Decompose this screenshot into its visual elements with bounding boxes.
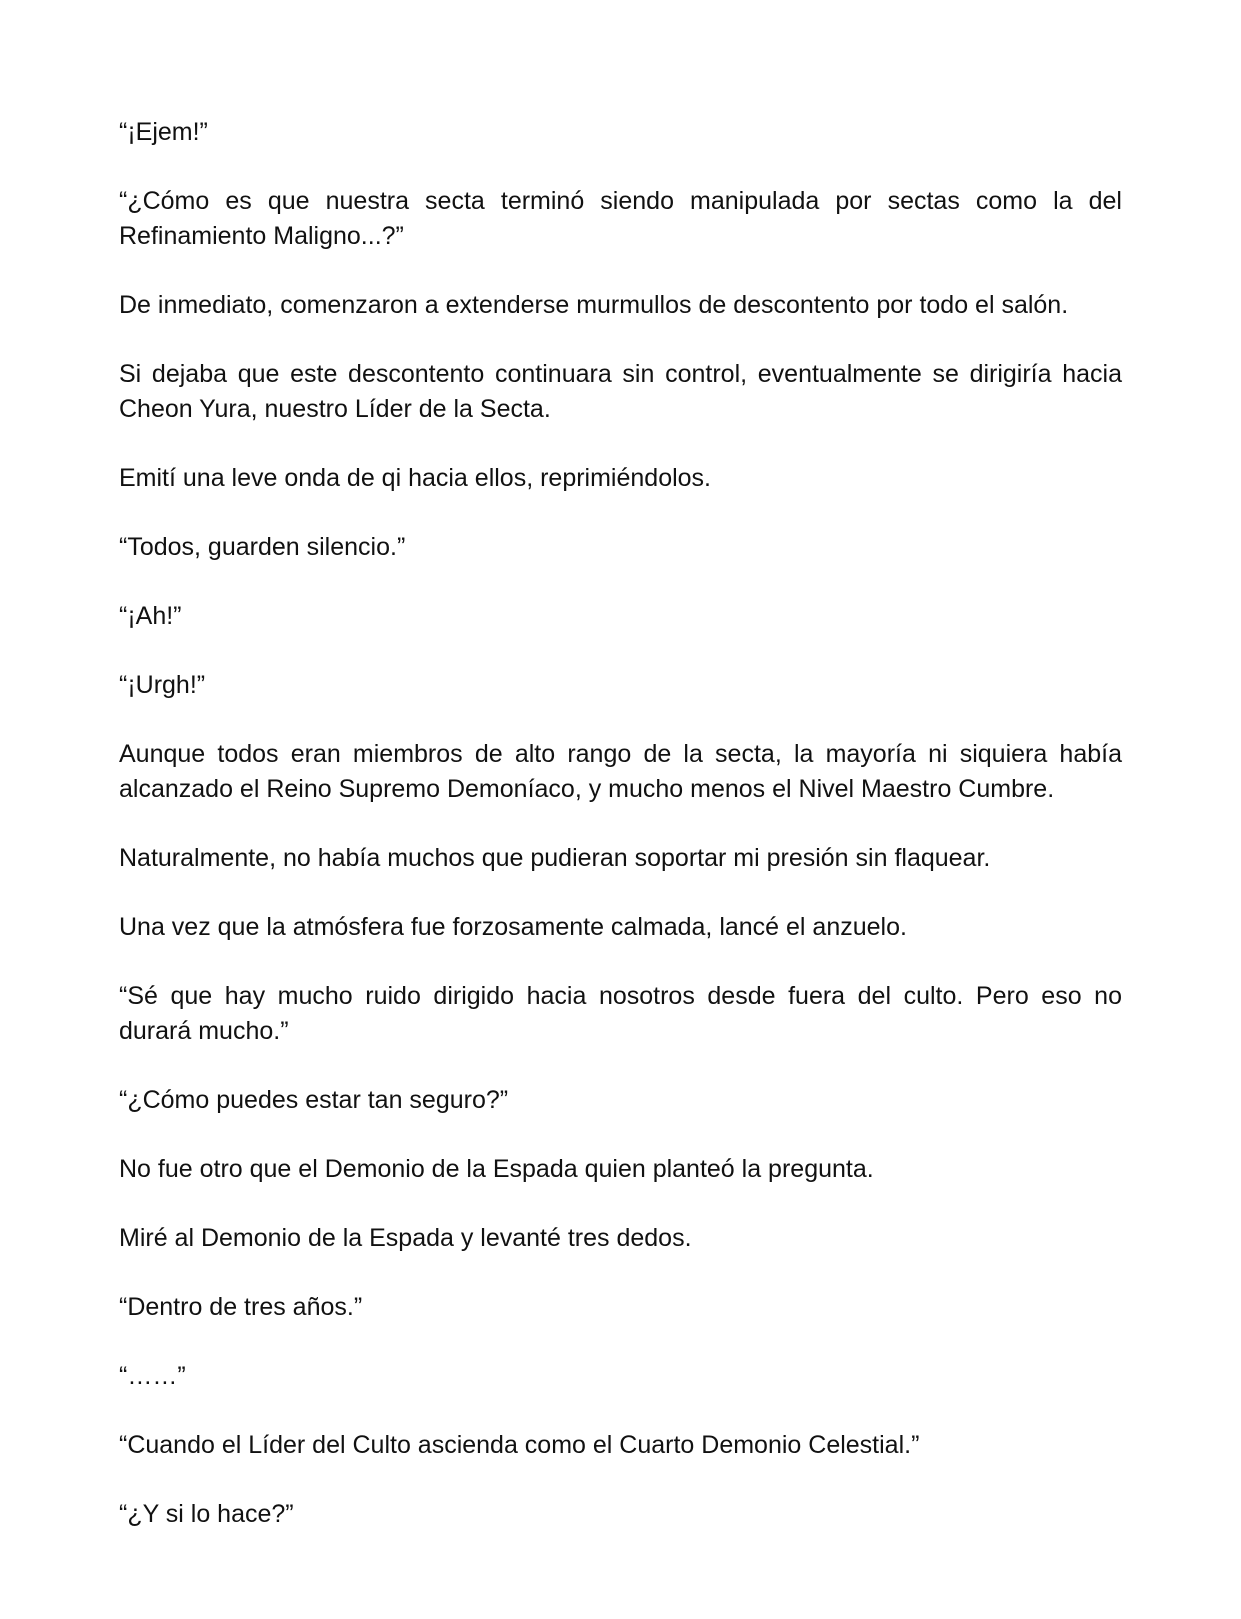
- paragraph: Miré al Demonio de la Espada y levanté tres dedos.: [119, 1224, 692, 1252]
- paragraph: “¿Cómo es que nuestra secta terminó siendo manipulada por sectas como la del Refinamiento Maligno...?”: [119, 187, 1122, 250]
- paragraph: Emití una leve onda de qi hacia ellos, reprimiéndolos.: [119, 464, 712, 492]
- paragraph: Una vez que la atmósfera fue forzosamente calmada, lancé el anzuelo.: [119, 913, 907, 941]
- paragraph: “Sé que hay mucho ruido dirigido hacia nosotros desde fuera del culto. Pero eso no durará mucho.”: [119, 982, 1122, 1045]
- paragraph: “¡Urgh!”: [119, 671, 206, 699]
- paragraph: “¡Ejem!”: [119, 118, 208, 146]
- paragraph: “Cuando el Líder del Culto ascienda como el Cuarto Demonio Celestial.”: [119, 1431, 920, 1459]
- paragraph: No fue otro que el Demonio de la Espada quien planteó la pregunta.: [119, 1155, 874, 1183]
- paragraph: Aunque todos eran miembros de alto rango de la secta, la mayoría ni siquiera había alcanzado el Reino Supremo Demoníaco, y mucho menos el Nivel Maestro Cumbre.: [119, 740, 1122, 803]
- paragraph: “Todos, guarden silencio.”: [119, 533, 406, 561]
- paragraph: “……”: [119, 1362, 186, 1390]
- paragraph: “¿Cómo puedes estar tan seguro?”: [119, 1086, 509, 1114]
- paragraph: “Dentro de tres años.”: [119, 1293, 363, 1321]
- paragraph: Naturalmente, no había muchos que pudieran soportar mi presión sin flaquear.: [119, 844, 991, 872]
- paragraph: Si dejaba que este descontento continuara sin control, eventualmente se dirigiría hacia Cheon Yura, nuestro Líder de la Secta.: [119, 360, 1122, 423]
- paragraph: “¡Ah!”: [119, 602, 182, 630]
- document-body: [119, 115, 1122, 1566]
- paragraph: “¿Y si lo hace?”: [119, 1500, 294, 1528]
- paragraph: De inmediato, comenzaron a extenderse murmullos de descontento por todo el salón.: [119, 291, 1069, 319]
